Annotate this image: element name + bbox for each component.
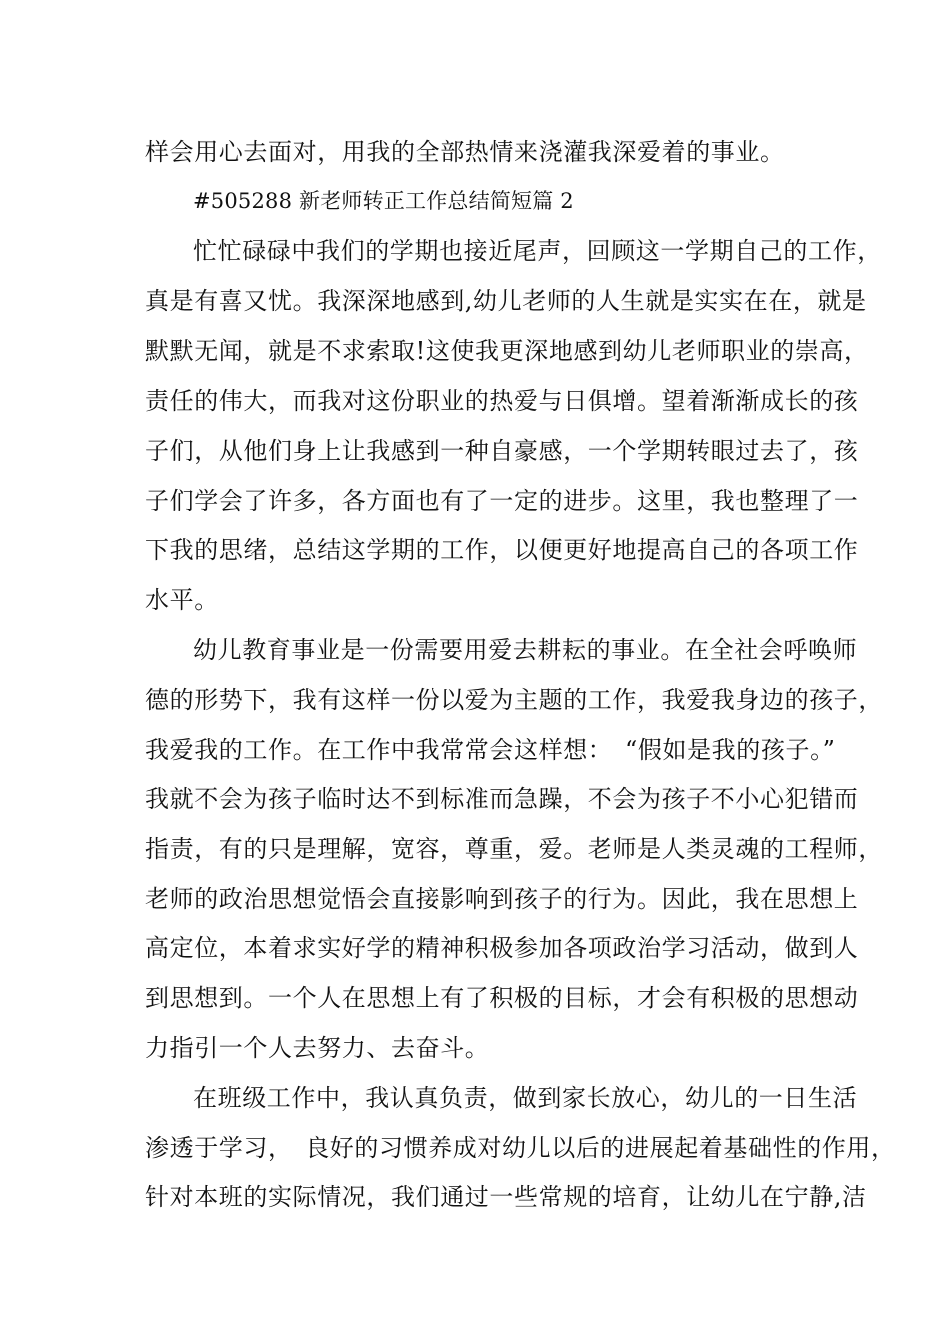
text-line: 高定位，本着求实好学的精神积极参加各项政治学习活动，做到人 [145, 934, 859, 962]
text-line: 我就不会为孩子临时达不到标准而急躁，不会为孩子不小心犯错而 [145, 785, 859, 813]
text-line: 忙忙碌碌中我们的学期也接近尾声，回顾这一学期自己的工作， [193, 237, 882, 265]
text-line: 针对本班的实际情况，我们通过一些常规的培育，让幼儿在宁静,洁 [145, 1183, 867, 1211]
text-line: 到思想到。一个人在思想上有了积极的目标，才会有积极的思想动 [145, 984, 859, 1012]
text-line: 水平。 [145, 586, 219, 614]
text-line: 子们，从他们身上让我感到一种自豪感，一个学期转眼过去了，孩 [145, 437, 859, 465]
text-line: 幼儿教育事业是一份需要用爱去耕耘的事业。在全社会呼唤师 [193, 636, 858, 664]
text-line: 样会用心去面对，用我的全部热情来浇灌我深爱着的事业。 [145, 138, 785, 166]
text-line: 默默无闻，就是不求索取!这使我更深地感到幼儿老师职业的崇高， [145, 337, 869, 365]
text-line: 我爱我的工作。在工作中我常常会这样想： “假如是我的孩子。” [145, 736, 836, 764]
text-line: 在班级工作中，我认真负责，做到家长放心，幼儿的一日生活 [193, 1084, 858, 1112]
text-line: 老师的政治思想觉悟会直接影响到孩子的行为。因此，我在思想上 [145, 885, 859, 913]
text-line: 下我的思绪，总结这学期的工作，以便更好地提高自己的各项工作 [145, 536, 859, 564]
text-line: 渗透于学习， 良好的习惯养成对幼儿以后的进展起着基础性的作用， [145, 1134, 896, 1162]
text-line: 真是有喜又忧。我深深地感到,幼儿老师的人生就是实实在在，就是 [145, 287, 867, 315]
section-heading: #505288 新老师转正工作总结简短篇 2 [193, 189, 574, 213]
text-line: 子们学会了许多，各方面也有了一定的进步。这里，我也整理了一 [145, 487, 859, 515]
text-line: 责任的伟大，而我对这份职业的热爱与日俱增。望着渐渐成长的孩 [145, 387, 859, 415]
text-line: 德的形势下，我有这样一份以爱为主题的工作，我爱我身边的孩子， [145, 686, 883, 714]
text-line: 力指引一个人去努力、去奋斗。 [145, 1034, 490, 1062]
text-line: 指责，有的只是理解，宽容，尊重，爱。老师是人类灵魂的工程师， [145, 835, 883, 863]
